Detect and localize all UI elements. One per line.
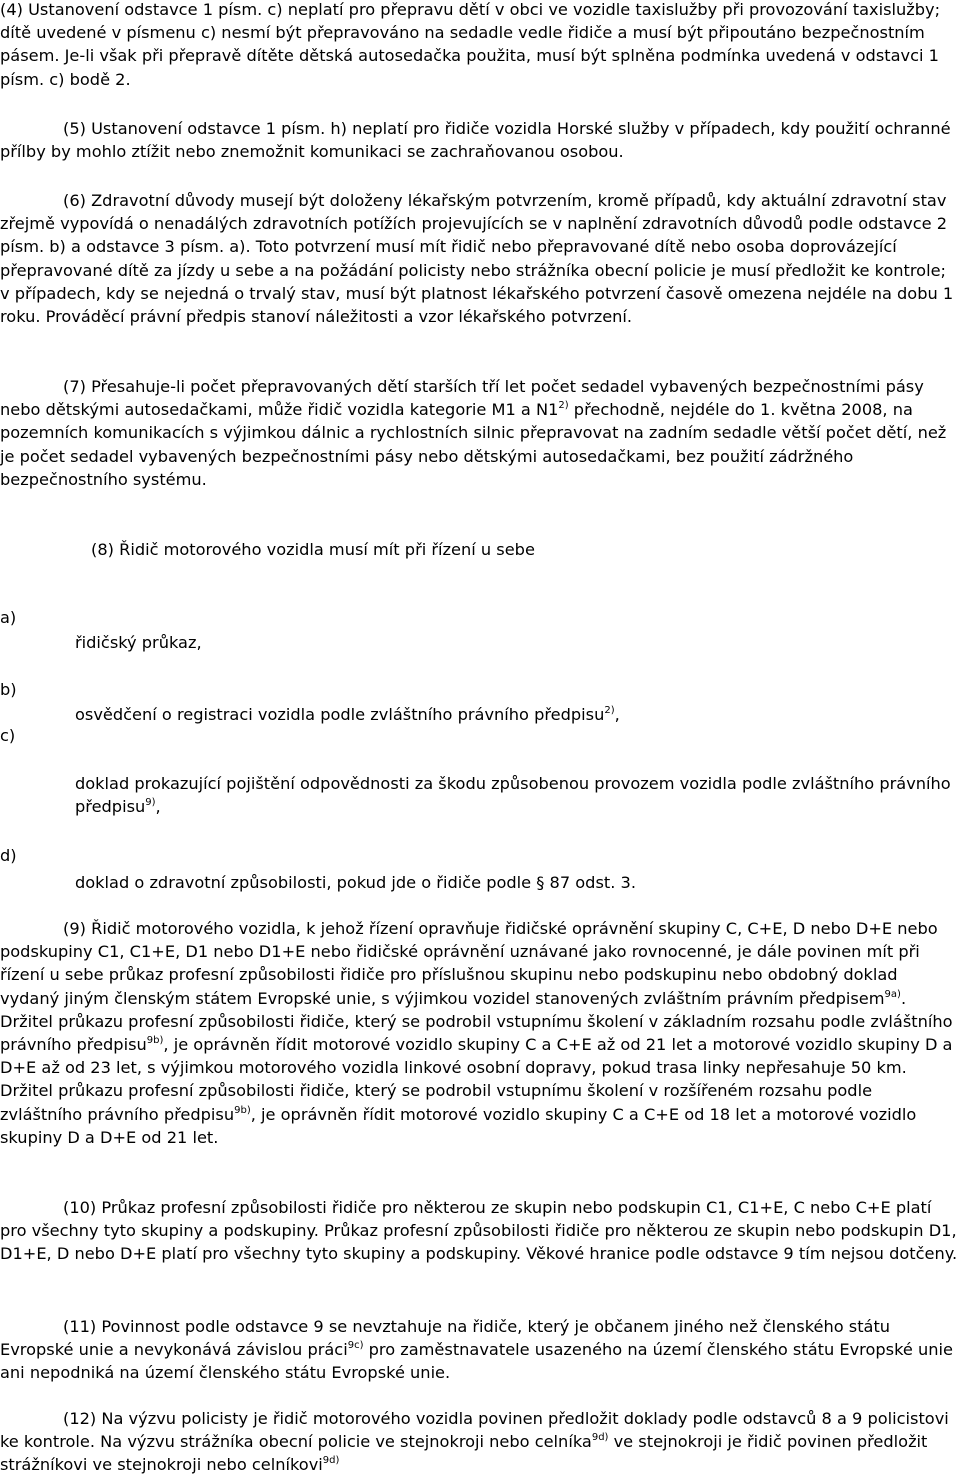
paragraph-8-intro [0,538,958,561]
paragraph-12 [0,1407,958,1477]
paragraph-8-intro-text: (8) Řidič motorového vozidla musí mít při řízení u sebe [91,540,535,559]
list-item-a-text: řidičský průkaz, [75,633,202,652]
list-item-c-text: doklad prokazující pojištění odpovědnosti za škodu způsobenou provozem vozidla podle zvláštního právního předpisu [75,774,951,817]
paragraph-7-text-cont: přechodně, nejdéle do 1. května 2008, na pozemních komunikacích s výjimkou dálnic a rychlostních silnic přepravovat na zadním sedadle větší počet dětí, než je počet sedadel vybavených bezpečnostními pásy nebo dětskými autosedačkami, bez použití zádržného bezpečnostního systému. [0,400,947,489]
list-item-text [0,703,958,726]
paragraph-11-text: (11) Povinnost podle odstavce 9 se nevztahuje na řidiče, který je občanem jiného než členského státu Evropské unie a nevykonává závislou práci [0,1317,891,1360]
paragraph-10-text: (10) Průkaz profesní způsobilosti řidiče pro některou ze skupin nebo podskupin C1, C1+E, C nebo C+E platí pro všechny tyto skupiny a podskupiny. Průkaz profesní způsobilosti řidiče pro některou ze skupin nebo podskupin D1, D1+E, D nebo D+E platí pro všechny tyto skupiny a podskupiny. Věkové hranice podle odstavce 9 tím nejsou dotčeny. [0,1198,958,1264]
paragraph-12-text: (12) Na výzvu policisty je řidič motorového vozidla povinen předložit doklady podle odstavců 8 a 9 policistovi ke kontrole. Na výzvu strážníka obecní policie ve stejnokroji nebo celníka [0,1409,949,1452]
footnote-ref: 2) [558,400,569,412]
paragraph-9-text-2: . Držitel průkazu profesní způsobilosti řidiče, který se podrobil vstupnímu školení v základním rozsahu podle zvláštního právního předpisu [0,988,953,1055]
footnote-ref: 9b) [146,1035,164,1047]
paragraph-4-text: (4) Ustanovení odstavce 1 písm. c) neplatí pro přepravu dětí v obci ve vozidle taxislužby při provozování taxislužby; dítě uvedené v písmenu c) nesmí být přepravováno na sedadle vedle řidiče a musí být připoutáno bezpečnostním pásem. Je-li však při přepravě dítěte dětská autosedačka použita, musí být splněna podmínka uvedená v odstavci 1 písm. c) bodě 2. [0,0,941,89]
list-letter: a) [0,608,17,627]
list-item-text [0,631,958,654]
list-letter: d) [0,846,17,865]
paragraph-9-text: (9) Řidič motorového vozidla, k jehož řízení opravňuje řidičské oprávnění skupiny C, C+E, D nebo D+E nebo podskupiny C1, C1+E, D1 nebo D1+E nebo řidičské oprávnění uznávané jako rovnocenné, je dále povinen mít při řízení u sebe průkaz profesní způsobilosti řidiče pro příslušnou skupinu nebo podskupinu nebo obdobný doklad vydaný jiným členským státem Evropské unie, s výjimkou vozidel stanovených zvláštním právním předpisem [0,919,938,1008]
footnote-ref: 9b) [234,1104,251,1116]
footnote-ref: 9d) [591,1432,609,1444]
paragraph-5-text: (5) Ustanovení odstavce 1 písm. h) neplatí pro řidiče vozidla Horské služby v případech, kdy použití ochranné přílby by mohlo ztížit nebo znemožnit komunikaci se zachraňovanou osobou. [0,119,951,162]
footnote-ref: 9c) [347,1340,364,1352]
footnote-ref: 2) [604,705,615,716]
list-item-text [0,772,958,818]
paragraph-9-text-4: , je oprávněn řídit motorové vozidlo skupiny C a C+E od 18 let a motorové vozidlo skupiny D a D+E od 21 let. [0,1104,917,1147]
list-item-text [0,871,958,894]
list-item-d-text: doklad o zdravotní způsobilosti, pokud jde o řidiče podle § 87 odst. 3. [75,873,636,892]
paragraph-12-text-cont: ve stejnokroji je řidič povinen předložit strážníkovi ve stejnokroji nebo celníkovi [0,1432,928,1475]
paragraph-6-text: (6) Zdravotní důvody musejí být doloženy lékařským potvrzením, kromě případů, kdy aktuální zdravotní stav zřejmě vypovídá o nenadálých zdravotních potížích projevujících se v naplnění zdravotních důvodů podle odstavce 2 písm. b) a odstavce 3 písm. a). Toto potvrzení musí mít řidič nebo přepravované dítě nebo osoba doprovázející přepravované dítě za jízdy u sebe a na požádání policisty nebo strážníka obecní policie je musí předložit ke kontrole; v případech, kdy se nejedná o trvalý stav, musí být platnost lékařského potvrzení časově omezena nejdéle na dobu 1 roku. Prováděcí právní předpis stanoví náležitosti a vzor lékařského potvrzení. [0,191,954,327]
paragraph-6 [0,189,958,328]
paragraph-7-text: (7) Přesahuje-li počet přepravovaných dětí starších tří let počet sedadel vybavených bezpečnostními pásy nebo dětskými autosedačkami, může řidič vozidla kategorie M1 a N1 [0,377,924,420]
list-item-c-tail: , [155,797,161,817]
footnote-ref: 9d) [322,1455,340,1467]
paragraph-10 [0,1196,958,1266]
list-letter: b) [0,680,17,699]
paragraph-4 [0,0,958,91]
footnote-ref: 9a) [884,988,901,1000]
footnote-ref: 9) [145,797,156,809]
paragraph-11 [0,1315,958,1385]
list-item-b-tail: , [614,705,620,724]
list-item-b-text: osvědčení o registraci vozidla podle zvláštního právního předpisu [75,705,605,724]
paragraph-5 [0,117,958,163]
paragraph-9 [0,917,958,1149]
paragraph-7 [0,375,958,491]
paragraph-9-text-3: , je oprávněn řídit motorové vozidlo skupiny C a C+E až od 21 let a motorové vozidlo skupiny D a D+E až od 23 let, s výjimkou motorového vozidla linkové osobní dopravy, pokud trasa linky nepřesahuje 50 km. Držitel průkazu profesní způsobilosti řidiče, který se podrobil vstupnímu školení v rozšířeném rozsahu podle zvláštního právního předpisu [0,1035,953,1124]
paragraph-11-text-cont: pro zaměstnavatele usazeného na území členského státu Evropské unie ani nepodniká na území členského státu Evropské unie. [0,1340,953,1383]
list-letter: c) [0,726,16,745]
